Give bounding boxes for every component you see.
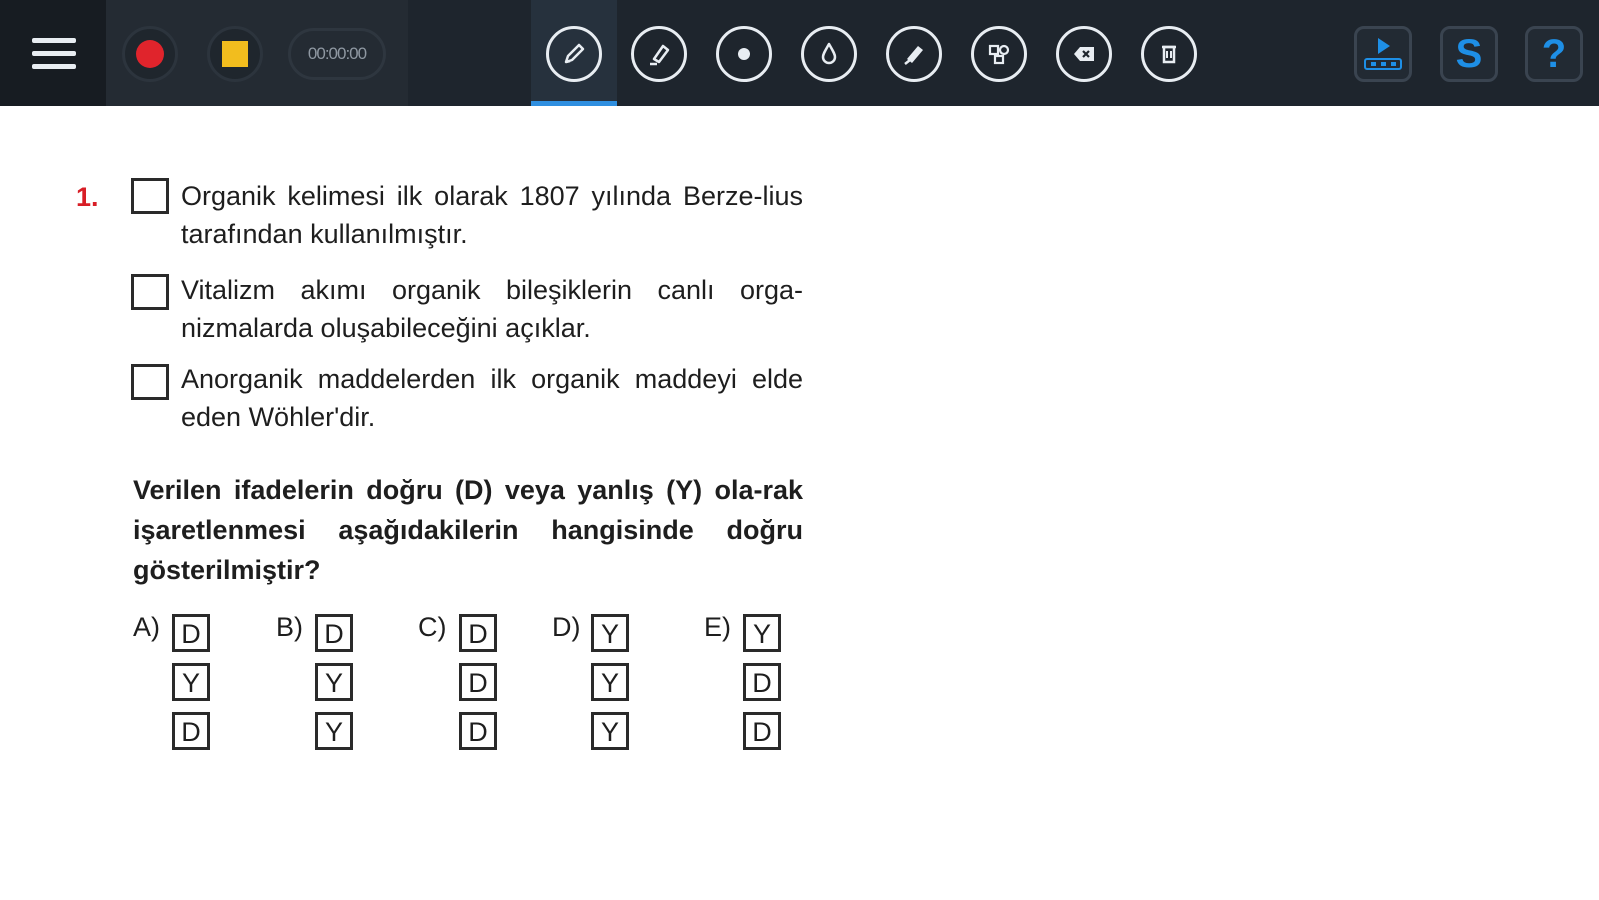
statement-checkbox-2[interactable] xyxy=(131,274,169,310)
option-b-box-2: Y xyxy=(315,663,353,701)
statement-1: Organik kelimesi ilk olarak 1807 yılında Berze-lius tarafından kullanılmıştır. xyxy=(181,181,803,249)
option-a-box-3: D xyxy=(172,712,210,750)
highlighter-icon xyxy=(645,40,673,68)
option-e-box-2: D xyxy=(743,663,781,701)
option-c-box-2: D xyxy=(459,663,497,701)
option-b-box-3: Y xyxy=(315,712,353,750)
option-c-box-3: D xyxy=(459,712,497,750)
question-canvas xyxy=(0,106,1599,900)
record-button[interactable] xyxy=(122,26,178,82)
clear-icon xyxy=(1070,40,1098,68)
eraser-icon xyxy=(900,40,928,68)
highlighter-tool-button[interactable] xyxy=(631,26,687,82)
option-e-box-1: Y xyxy=(743,614,781,652)
option-b-label[interactable]: B) xyxy=(276,612,303,642)
s-button[interactable]: S xyxy=(1440,26,1498,82)
option-a-box-1: D xyxy=(172,614,210,652)
option-d-label[interactable]: D) xyxy=(552,612,581,642)
pen-icon xyxy=(560,40,588,68)
statement-checkbox-3[interactable] xyxy=(131,364,169,400)
delete-button[interactable] xyxy=(1141,26,1197,82)
statement-2: Vitalizm akımı organik bileşiklerin canlı orga-nizmalarda oluşabileceğini açıklar. xyxy=(181,275,803,343)
color-drop-icon xyxy=(815,40,843,68)
option-a-label[interactable]: A) xyxy=(133,612,160,642)
option-e-box-3: D xyxy=(743,712,781,750)
media-player-button[interactable] xyxy=(1354,26,1412,82)
color-picker-button[interactable] xyxy=(801,26,857,82)
stop-button[interactable] xyxy=(207,26,263,82)
stop-icon xyxy=(222,41,248,67)
option-a-box-2: Y xyxy=(172,663,210,701)
statement-3: Anorganik maddelerden ilk organik maddeyi elde eden Wöhler'dir. xyxy=(181,364,803,432)
question-number: 1. xyxy=(76,182,99,212)
toolbar xyxy=(0,0,1599,106)
help-button[interactable]: ? xyxy=(1525,26,1583,82)
option-d-box-1: Y xyxy=(591,614,629,652)
laser-pointer-icon xyxy=(730,40,758,68)
laser-pointer-button[interactable] xyxy=(716,26,772,82)
shapes-tool-button[interactable] xyxy=(971,26,1027,82)
menu-zone xyxy=(0,0,106,106)
record-icon xyxy=(136,40,164,68)
clear-button[interactable] xyxy=(1056,26,1112,82)
option-b-box-1: D xyxy=(315,614,353,652)
menu-icon[interactable] xyxy=(32,38,76,70)
option-d-box-3: Y xyxy=(591,712,629,750)
pen-tool-button[interactable] xyxy=(546,26,602,82)
delete-icon xyxy=(1155,40,1183,68)
option-e-label[interactable]: E) xyxy=(704,612,731,642)
option-c-label[interactable]: C) xyxy=(418,612,447,642)
statement-checkbox-1[interactable] xyxy=(131,178,169,214)
eraser-tool-button[interactable] xyxy=(886,26,942,82)
media-player-icon xyxy=(1361,34,1405,74)
shapes-icon xyxy=(985,40,1013,68)
option-c-box-1: D xyxy=(459,614,497,652)
recording-timer: 00:00:00 xyxy=(288,28,386,80)
question-stem: Verilen ifadelerin doğru (D) veya yanlış (Y) ola-rak işaretlenmesi aşağıdakilerin hangisinde doğru gösterilmiştir? xyxy=(133,475,803,585)
option-d-box-2: Y xyxy=(591,663,629,701)
